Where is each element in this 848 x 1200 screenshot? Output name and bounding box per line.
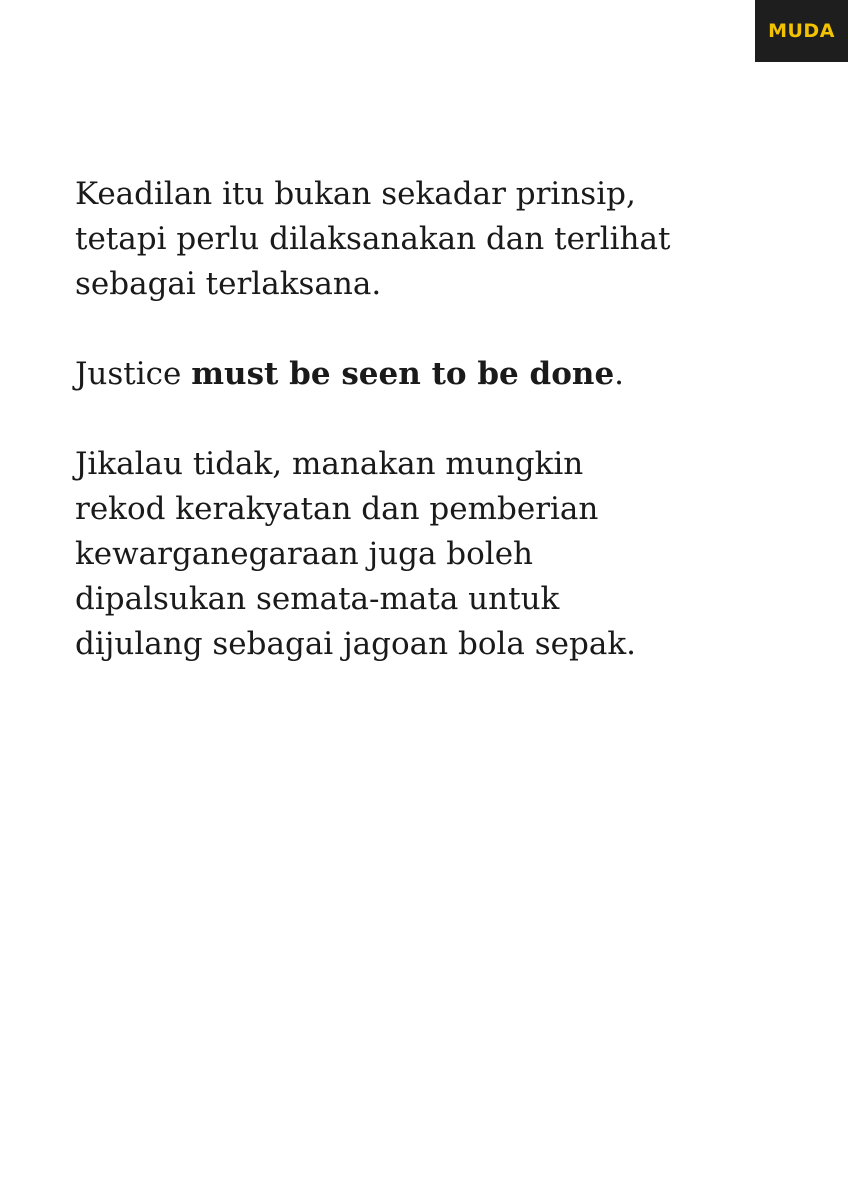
text-line: tetapi perlu dilaksanakan dan terlihat bbox=[75, 221, 671, 257]
statement-text bbox=[75, 172, 795, 712]
text-line: dipalsukan semata-mata untuk bbox=[75, 581, 560, 617]
paragraph-falsified-records bbox=[75, 442, 795, 667]
bold-emphasis: must be seen to be done bbox=[191, 356, 615, 392]
text-line: Keadilan itu bukan sekadar prinsip, bbox=[75, 176, 636, 212]
paragraph-justice-principle bbox=[75, 172, 795, 307]
muda-logo bbox=[755, 0, 848, 62]
paragraph-justice-seen bbox=[75, 352, 795, 397]
text-suffix: . bbox=[614, 356, 625, 392]
text-line: rekod kerakyatan dan pemberian bbox=[75, 491, 599, 527]
logo-text: MUDA bbox=[768, 20, 835, 42]
text-line: kewarganegaraan juga boleh bbox=[75, 536, 534, 572]
text-line: dijulang sebagai jagoan bola sepak. bbox=[75, 626, 636, 662]
text-line: sebagai terlaksana. bbox=[75, 266, 382, 302]
text-prefix: Justice bbox=[75, 356, 192, 392]
text-line: Jikalau tidak, manakan mungkin bbox=[75, 446, 584, 482]
